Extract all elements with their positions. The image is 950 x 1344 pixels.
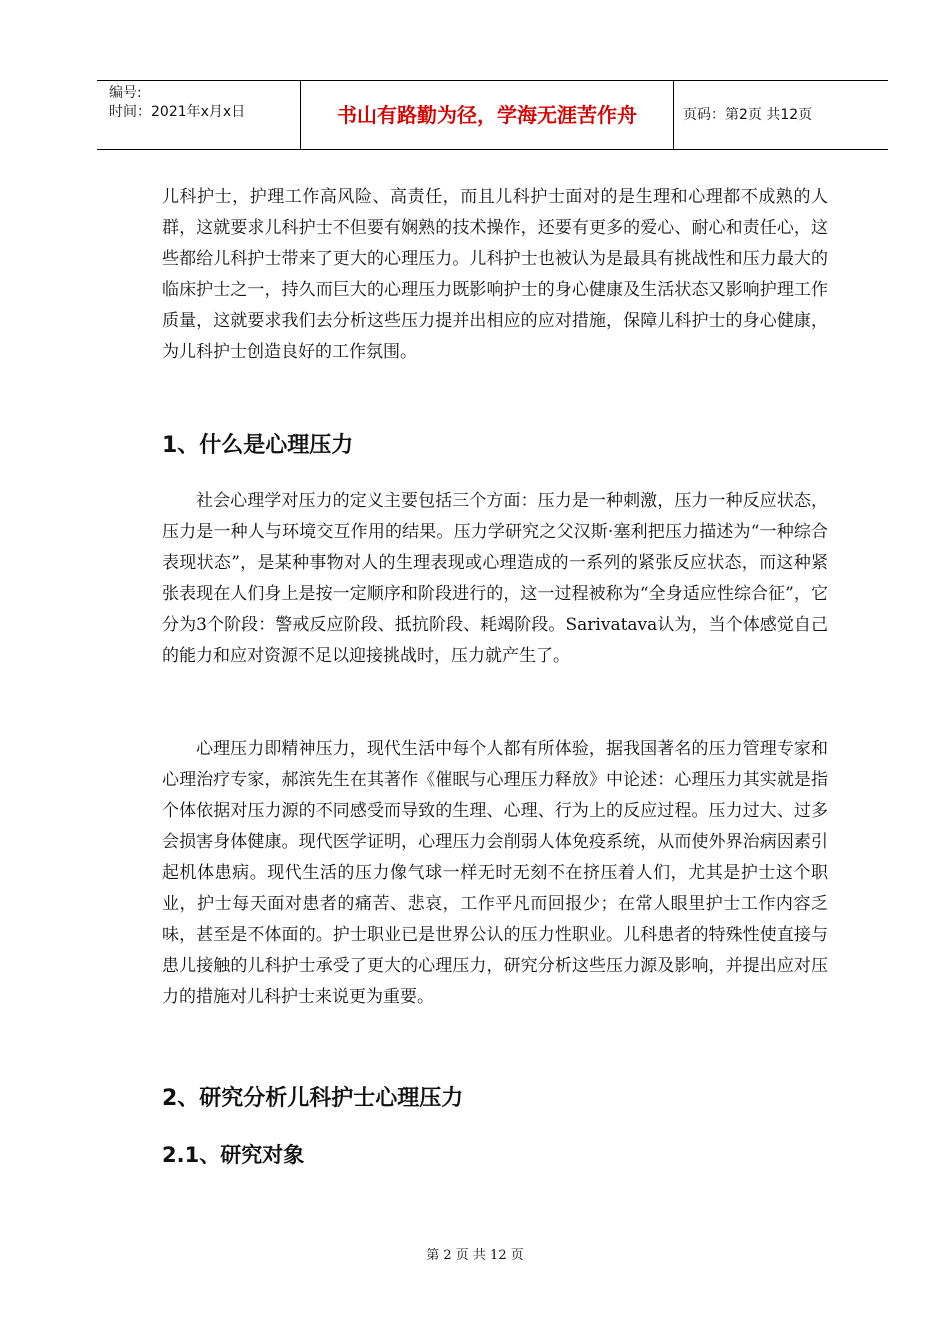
section-2-heading: 2、研究分析儿科护士心理压力 bbox=[162, 1086, 464, 1111]
page-footer: 第 2 页 共 12 页 bbox=[426, 1248, 524, 1263]
header-meta bbox=[97, 81, 300, 149]
document-date-label: 时间：2021年x月x日 bbox=[109, 104, 246, 120]
section-1-heading: 1、什么是心理压力 bbox=[162, 433, 354, 458]
section-1-paragraph-2: 心理压力即精神压力，现代生活中每个人都有所体验，据我国著名的压力管理专家和心理治疗专家，郝滨先生在其著作《催眠与心理压力释放》中论述：心理压力其实就是指个体依据对压力源的不同感受而导致的生理、心理、行为上的反应过程。压力过大、过多会损害身体健康。现代医学证明，心理压力会削弱人体免疫系统，从而使外界治病因素引起机体患病。现代生活的压力像气球一样无时无刻不在挤压着人们，尤其是护士这个职业，护士每天面对患者的痛苦、悲哀，工作平凡而回报少；在常人眼里护士工作内容乏味，甚至是不体面的。护士职业已是世界公认的压力性职业。儿科患者的特殊性使直接与患儿接触的儿科护士承受了更大的心理压力，研究分析这些压力源及影响，并提出应对压力的措施对儿科护士来说更为重要。 bbox=[162, 739, 828, 1007]
section-1-paragraph-1: 社会心理学对压力的定义主要包括三个方面：压力是一种刺激，压力一种反应状态，压力是一种人与环境交互作用的结果。压力学研究之父汉斯·塞利把压力描述为“一种综合表现状态”，是某种事物对人的生理表现或心理造成的一系列的紧张反应状态，而这种紧张表现在人们身上是按一定顺序和阶段进行的，这一过程被称为“全身适应性综合征”，它分为3个阶段：警戒反应阶段、抵抗阶段、耗竭阶段。Sarivatava认为，当个体感觉自己的能力和应对资源不足以迎接挑战时，压力就产生了。 bbox=[162, 491, 828, 666]
header-page-number: 页码：第2页 共12页 bbox=[683, 107, 813, 123]
intro-paragraph: 儿科护士，护理工作高风险、高责任，而且儿科护士面对的是生理和心理都不成熟的人群，这就要求儿科护士不但要有娴熟的技术操作，还要有更多的爱心、耐心和责任心，这些都给儿科护士带来了更大的心理压力。儿科护士也被认为是最具有挑战性和压力最大的临床护士之一，持久而巨大的心理压力既影响护士的身心健康及生活状态又影响护理工作质量，这就要求我们去分析这些压力提并出相应的应对措施，保障儿科护士的身心健康，为儿科护士创造良好的工作氛围。 bbox=[162, 187, 828, 362]
page-header bbox=[97, 80, 888, 150]
section-2-1-heading: 2.1、研究对象 bbox=[162, 1143, 305, 1167]
header-motto-cell bbox=[300, 81, 674, 149]
header-motto: 书山有路勤为径，学海无涯苦作舟 bbox=[337, 103, 637, 127]
document-number-label: 编号: bbox=[109, 85, 142, 101]
